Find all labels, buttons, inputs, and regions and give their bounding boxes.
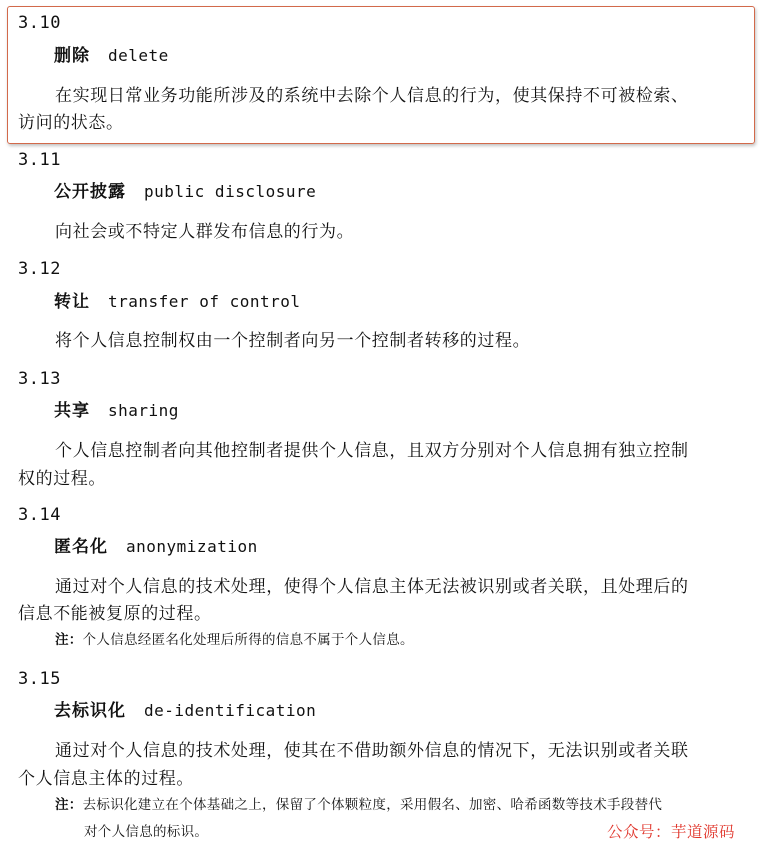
term-zh: 去标识化 — [54, 701, 126, 721]
definition-line: 通过对个人信息的技术处理，使得个人信息主体无法被识别或者关联，且处理后的 — [55, 577, 689, 597]
entry-number: 3.10 — [18, 13, 61, 33]
term-zh: 共享 — [54, 401, 90, 421]
entry-number: 3.11 — [18, 150, 61, 170]
term-en: transfer of control — [108, 292, 301, 311]
definition-line: 向社会或不特定人群发布信息的行为。 — [55, 222, 355, 242]
entry-number: 3.12 — [18, 259, 61, 279]
note — [55, 793, 662, 813]
definition-line: 通过对个人信息的技术处理，使其在不借助额外信息的情况下，无法识别或者关联 — [55, 741, 689, 761]
term-heading — [54, 532, 258, 557]
entry-number: 3.15 — [18, 669, 61, 689]
note-text-continued: 对个人信息的标识。 — [84, 824, 209, 840]
definition-line: 个人信息主体的过程。 — [18, 769, 194, 789]
entry-number: 3.13 — [18, 369, 61, 389]
term-zh: 转让 — [54, 292, 90, 312]
note-label: 注： — [55, 797, 83, 813]
term-en: anonymization — [126, 537, 258, 556]
term-heading — [54, 696, 316, 721]
term-zh: 删除 — [54, 46, 90, 66]
term-heading — [54, 287, 301, 312]
note — [55, 628, 414, 648]
term-heading — [54, 396, 179, 421]
definition-line: 个人信息控制者向其他控制者提供个人信息，且双方分别对个人信息拥有独立控制 — [55, 441, 689, 461]
definition-line: 在实现日常业务功能所涉及的系统中去除个人信息的行为，使其保持不可被检索、 — [55, 86, 689, 106]
definition-line: 信息不能被复原的过程。 — [18, 604, 212, 624]
note-text: 个人信息经匿名化处理后所得的信息不属于个人信息。 — [82, 632, 414, 648]
watermark: 公众号：芋道源码 — [607, 823, 736, 841]
term-heading — [54, 41, 169, 66]
term-zh: 公开披露 — [54, 182, 126, 202]
term-zh: 匿名化 — [54, 537, 108, 557]
entry-number: 3.14 — [18, 505, 61, 525]
definition-line: 访问的状态。 — [18, 113, 124, 133]
term-en: delete — [108, 46, 169, 65]
note-label: 注： — [55, 632, 83, 648]
note-text: 去标识化建立在个体基础之上，保留了个体颗粒度，采用假名、加密、哈希函数等技术手段替代 — [82, 797, 663, 813]
term-en: de-identification — [144, 701, 317, 720]
term-en: sharing — [108, 401, 179, 420]
definition-line: 权的过程。 — [18, 469, 106, 489]
term-heading — [54, 177, 316, 202]
definition-line: 将个人信息控制权由一个控制者向另一个控制者转移的过程。 — [55, 331, 531, 351]
term-en: public disclosure — [144, 182, 317, 201]
